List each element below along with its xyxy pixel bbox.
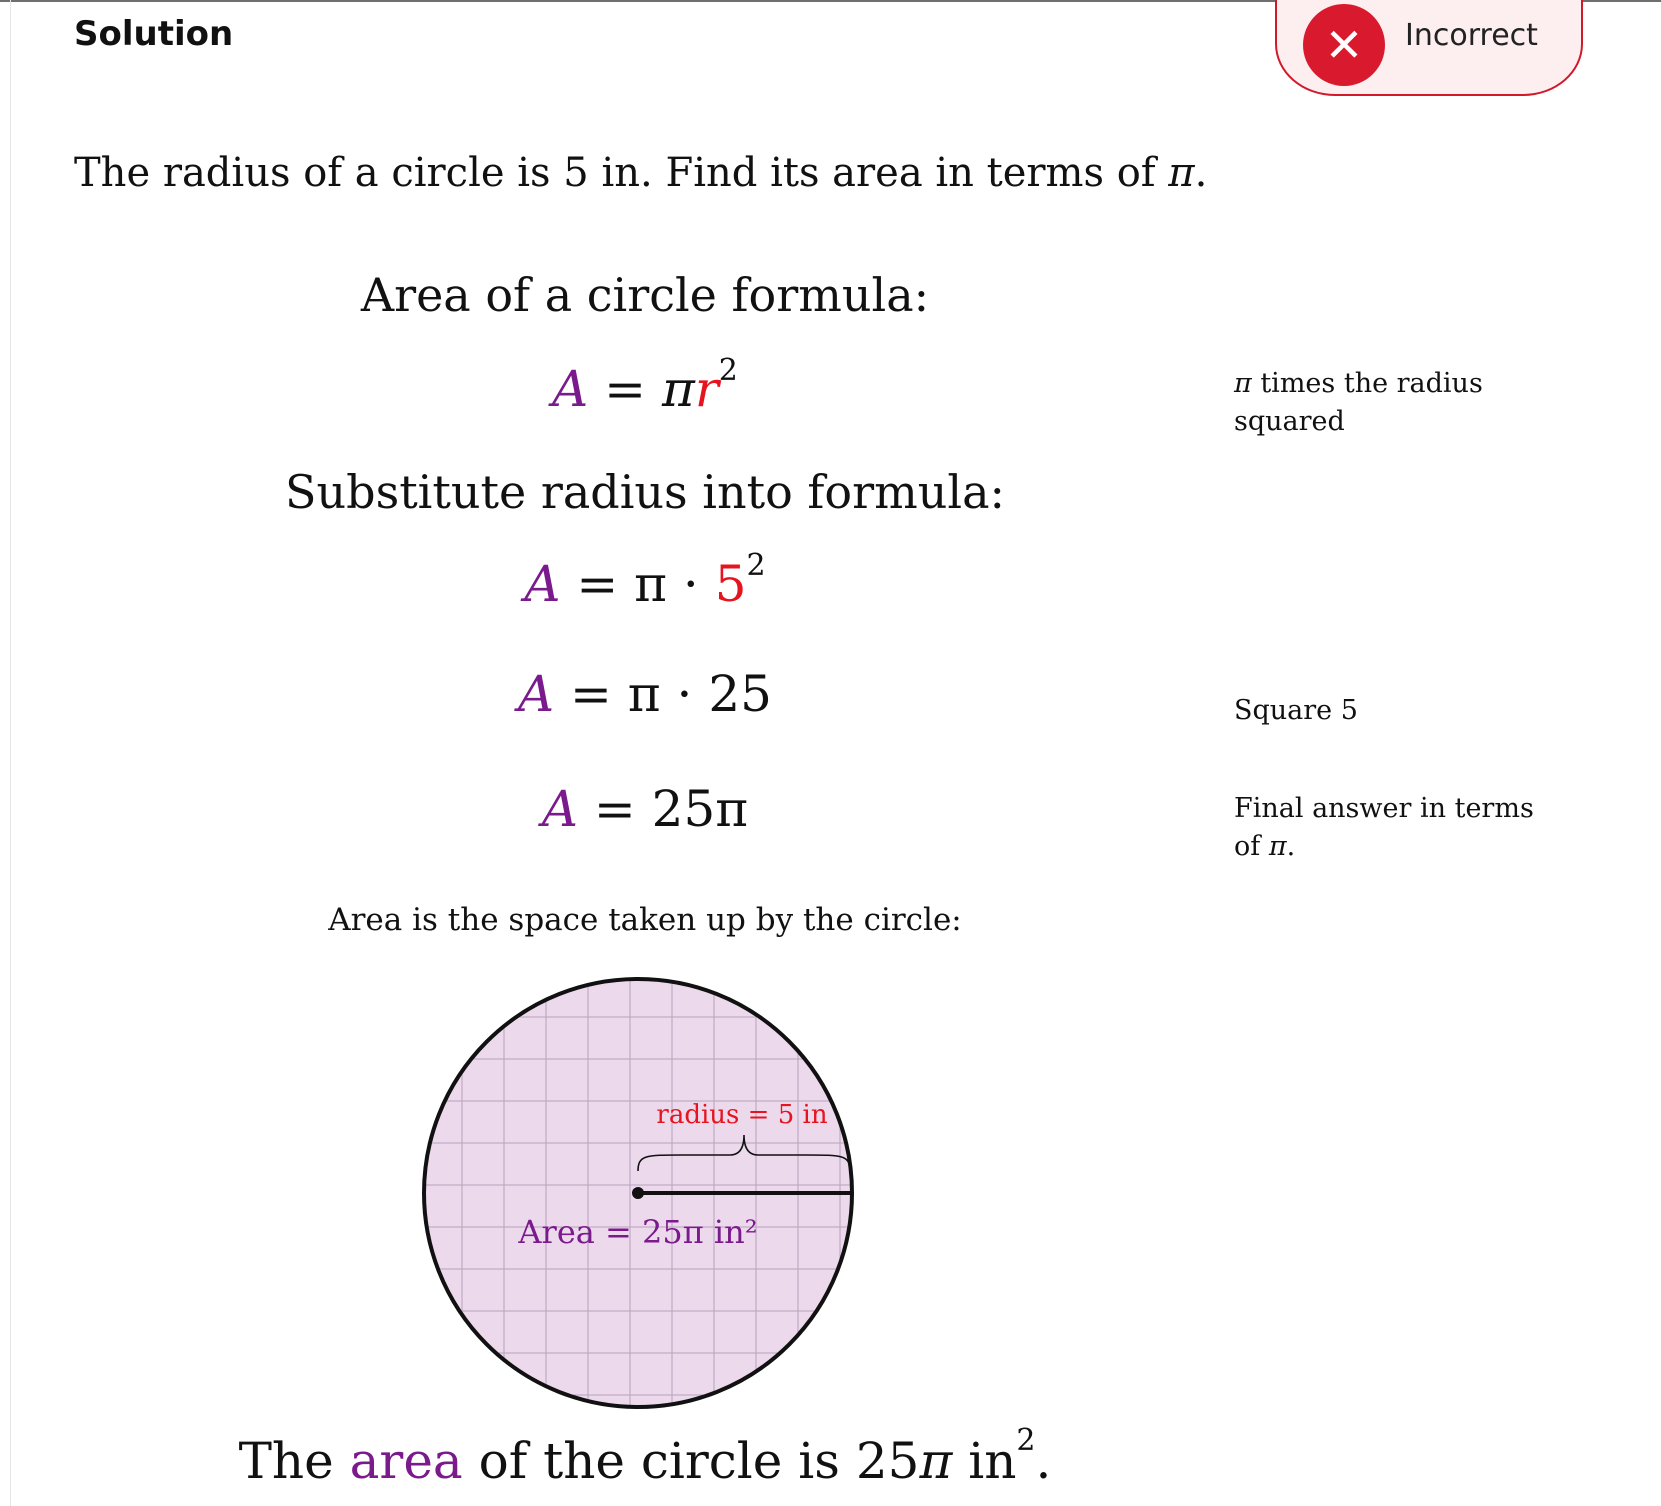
area-variable: A — [518, 665, 555, 723]
substitution-equation — [0, 548, 1290, 613]
problem-statement — [74, 150, 1207, 196]
conclusion-text: The — [238, 1432, 350, 1490]
conclusion-period: . — [1035, 1432, 1052, 1490]
note-period: . — [1286, 831, 1296, 862]
final-note — [1234, 790, 1554, 866]
substitute-heading: Substitute radius into formula: — [285, 465, 1005, 519]
area-label: Area = 25π in² — [518, 1213, 758, 1251]
note-text: times the radius squared — [1234, 368, 1483, 437]
exponent: 2 — [1016, 1423, 1036, 1459]
area-variable: A — [552, 360, 589, 418]
problem-text: The radius of a circle is 5 in. Find its area in terms of — [74, 150, 1169, 196]
pi-symbol: π — [1234, 368, 1252, 399]
final-equation — [0, 780, 1290, 838]
area-word: area — [349, 1432, 463, 1490]
close-icon: ✕ — [1303, 4, 1385, 86]
problem-period: . — [1194, 150, 1208, 196]
unit-text: in — [952, 1432, 1017, 1490]
pi-symbol: π — [661, 360, 695, 418]
radius-label: radius = 5 in — [656, 1100, 828, 1130]
square-note: Square 5 — [1234, 695, 1358, 726]
equation-rhs: = 25π — [577, 780, 749, 838]
pi-symbol: π — [1268, 831, 1287, 862]
conclusion-text: of the circle is 25 — [462, 1432, 920, 1490]
status-label: Incorrect — [1405, 18, 1538, 53]
diagram-caption: Area is the space taken up by the circle: — [328, 902, 962, 938]
solution-title: Solution — [74, 14, 234, 54]
pi-symbol: π — [1168, 150, 1195, 196]
exponent: 2 — [746, 548, 766, 584]
equation-rhs: = π · 25 — [554, 665, 772, 723]
squared-equation — [0, 665, 1290, 723]
exponent: 2 — [718, 353, 738, 389]
equals-sign: = — [588, 360, 662, 418]
pi-symbol: π — [919, 1432, 953, 1490]
circle-diagram — [420, 975, 860, 1415]
radius-variable: r — [694, 360, 719, 418]
equation-rhs: = π · — [560, 555, 715, 613]
radius-value: 5 — [714, 555, 747, 613]
formula-equation — [0, 353, 1290, 418]
center-point — [632, 1187, 644, 1199]
conclusion — [0, 1423, 1290, 1490]
left-border — [10, 0, 11, 1506]
status-badge — [1275, 0, 1583, 96]
area-variable: A — [524, 555, 561, 613]
note-text: Final answer in terms of — [1234, 793, 1534, 862]
area-variable: A — [541, 780, 578, 838]
formula-heading: Area of a circle formula: — [360, 268, 930, 322]
formula-note — [1234, 365, 1554, 441]
